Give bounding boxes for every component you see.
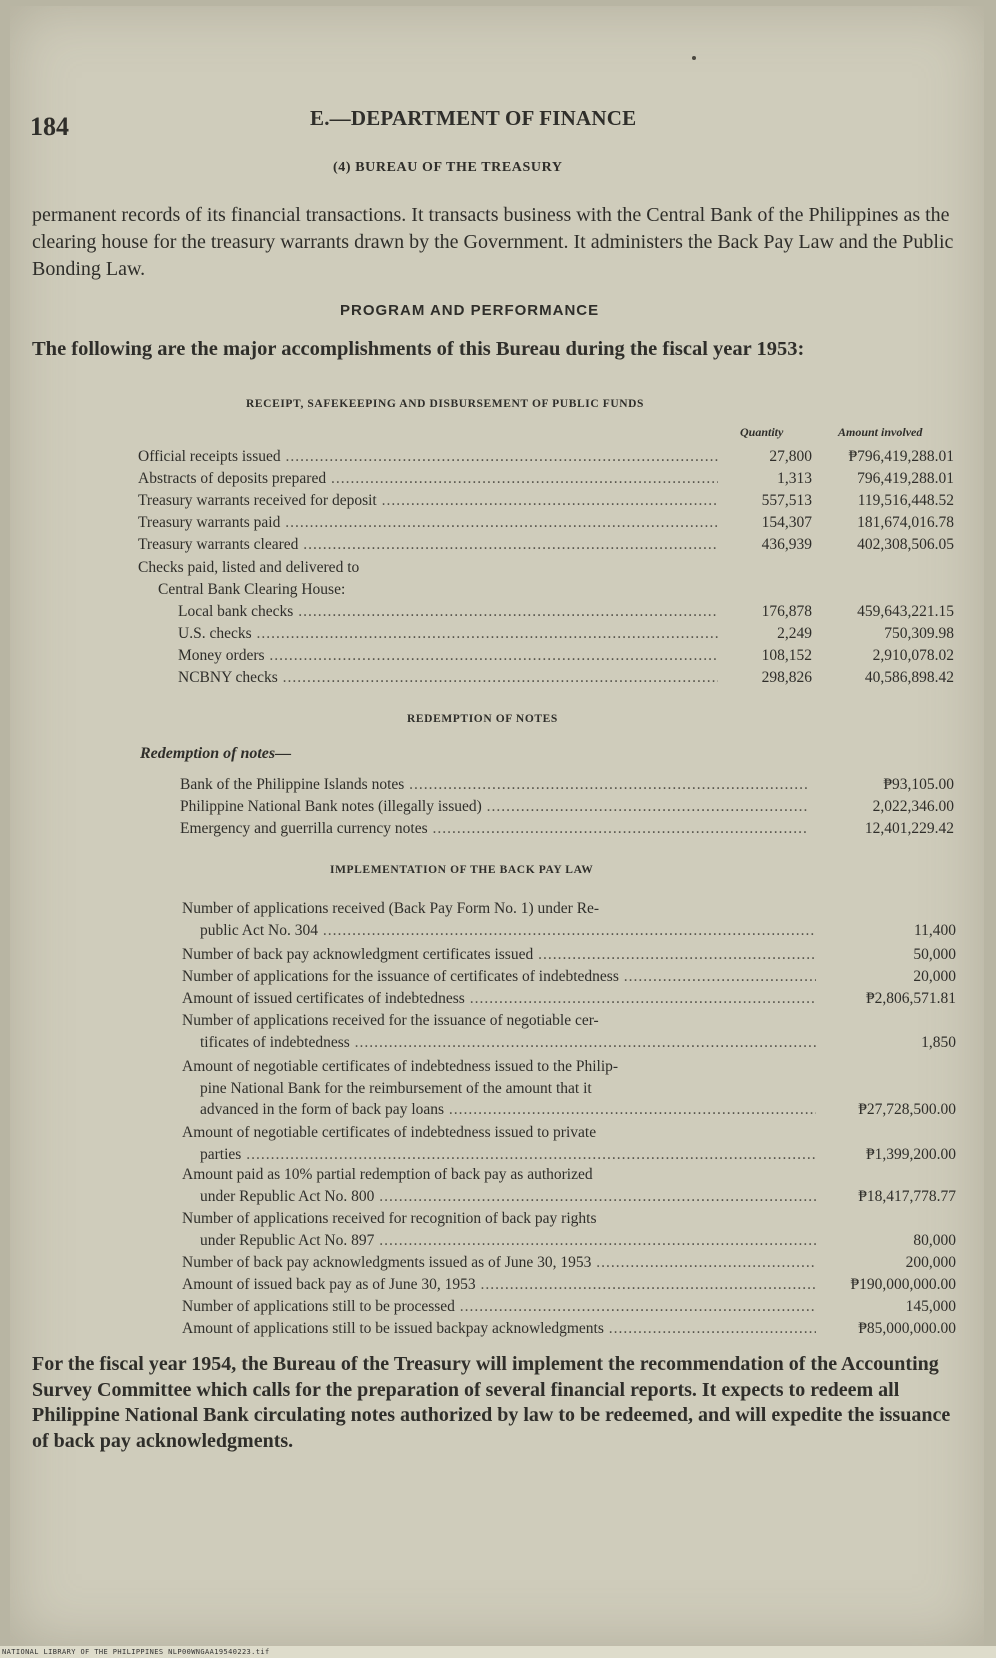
backpay-row-value: ₱2,806,571.81 [866,990,956,1007]
department-title: E.—DEPARTMENT OF FINANCE [310,106,637,130]
program-heading: PROGRAM AND PERFORMANCE [340,302,600,319]
receipt-row-quantity: 298,826 [761,669,812,686]
receipt-row-label: Treasury warrants cleared ..... [138,534,718,555]
redemption-row-amount: 12,401,229.42 [864,820,954,837]
backpay-row-text: Number of applications for the issuance of certificates of indebtedness ..... [182,966,816,987]
backpay-row-value: 145,000 [905,1298,956,1315]
receipt-row-amount: 796,419,288.01 [857,470,954,487]
receipt-row-amount: 2,910,078.02 [872,647,954,664]
receipt-row [0,468,996,489]
backpay-row-text: Number of applications received for recognition of back pay rights [182,1210,597,1227]
backpay-row-text: Number of back pay acknowledgments issued as of June 30, 1953 ..... [182,1252,816,1273]
receipt-row [0,446,996,467]
backpay-row-value: ₱85,000,000.00 [858,1320,956,1337]
receipt-row-amount: 459,643,221.15 [857,603,954,620]
receipt-row-label: Central Bank Clearing House: [158,581,346,598]
receipt-row-label: U.S. checks ..... [178,623,718,644]
redemption-row [0,774,996,795]
backpay-row-text: Number of applications still to be processed ..... [182,1296,816,1317]
col-amount-header: Amount involved [838,425,923,439]
receipt-row-quantity: 108,152 [761,647,812,664]
backpay-section-heading: IMPLEMENTATION OF THE BACK PAY LAW [330,864,594,876]
backpay-row-text: Amount of negotiable certificates of indebtedness issued to private [182,1124,597,1141]
receipt-row [0,557,996,578]
backpay-row-text: advanced in the form of back pay loans ..... [200,1099,816,1120]
backpay-row-value: ₱18,417,778.77 [858,1187,956,1205]
backpay-row-text: tificates of indebtedness ..... [200,1032,816,1053]
redemption-row [0,818,996,839]
receipt-row [0,645,996,666]
backpay-row-text: pine National Bank for the reimbursement of the amount that it [200,1079,592,1097]
col-quantity-header: Quantity [740,425,784,439]
backpay-row-text: Amount of applications still to be issued backpay acknowledgments ..... [182,1318,816,1339]
page-number: 184 [30,112,69,141]
receipt-row-amount: 119,516,448.52 [857,492,954,509]
backpay-row-text: Amount of issued certificates of indebtedness ..... [182,988,816,1009]
receipt-row [0,512,996,533]
archive-stamp: NATIONAL LIBRARY OF THE PHILIPPINES NLP00WNGAA19540223.tif [2,1648,270,1656]
receipt-row-amount: 40,586,898.42 [864,669,954,686]
backpay-row-text: Amount paid as 10% partial redemption of back pay as authorized [182,1166,593,1183]
receipt-row-label: Local bank checks ..... [178,601,718,622]
receipt-row-amount: ₱796,419,288.01 [848,448,954,465]
receipt-row-quantity: 436,939 [761,536,812,553]
receipt-row-label: Money orders ..... [178,645,718,666]
receipt-row-label: Treasury warrants paid ..... [138,512,718,533]
redemption-row-label: Bank of the Philippine Islands notes ..... [180,774,808,795]
redemption-row-label: Emergency and guerrilla currency notes ..... [180,818,808,839]
backpay-row-text: under Republic Act No. 897 ..... [200,1230,816,1251]
receipt-row-label: Abstracts of deposits prepared ..... [138,468,718,489]
backpay-row-value: 1,850 [921,1033,956,1051]
backpay-row-value: 11,400 [913,921,956,939]
receipt-row-quantity: 176,878 [761,603,812,620]
receipt-row-amount: 181,674,016.78 [857,514,954,531]
redemption-row-amount: 2,022,346.00 [872,798,954,815]
backpay-row-text: Number of applications received for the issuance of negotiable cer- [182,1012,599,1029]
backpay-row-text: parties ..... [200,1144,816,1165]
accomplishments-intro: The following are the major accomplishments of this Bureau during the fiscal year 1953: [32,338,805,360]
redemption-subheading: Redemption of notes— [140,745,292,762]
backpay-row-value: 200,000 [905,1254,956,1271]
backpay-row-text: Amount of issued back pay as of June 30, 1953 ..... [182,1274,816,1295]
receipt-row-amount: 402,308,506.05 [857,536,954,553]
receipt-row-label: Checks paid, listed and delivered to [138,559,360,576]
receipt-section-heading: RECEIPT, SAFEKEEPING AND DISBURSEMENT OF PUBLIC FUNDS [246,398,645,410]
redemption-row [0,796,996,817]
backpay-row-value: ₱27,728,500.00 [858,1101,956,1118]
redemption-section-heading: REDEMPTION OF NOTES [407,713,558,725]
redemption-row-label: Philippine National Bank notes (illegally issued) ..... [180,796,808,817]
receipt-row [0,667,996,688]
receipt-row-quantity: 2,249 [777,625,812,642]
backpay-row-text: Number of applications received (Back Pay Form No. 1) under Re- [182,900,600,917]
backpay-row-value: 80,000 [913,1231,956,1249]
backpay-row-text: Number of back pay acknowledgment certificates issued ..... [182,944,816,965]
receipt-row-amount: 750,309.98 [884,625,954,642]
receipt-row [0,579,996,600]
receipt-row [0,490,996,511]
backpay-row-value: ₱1,399,200.00 [866,1145,956,1163]
backpay-row-value: ₱190,000,000.00 [850,1276,956,1293]
receipt-row-quantity: 1,313 [777,470,812,487]
closing-paragraph: For the fiscal year 1954, the Bureau of the Treasury will implement the recommendation of the Accounting Survey Committee which calls for the preparation of several financial reports. It expects to redeem all Philippine National Bank circulating notes authorized by law to be redeemed, and will expedite the issuance of back pay acknowledgments. [32,1353,951,1452]
receipt-row-quantity: 557,513 [761,492,812,509]
receipt-row-quantity: 27,800 [769,448,812,465]
receipt-row [0,623,996,644]
backpay-row-text: public Act No. 304 ..... [200,920,816,941]
print-speck [692,56,696,60]
receipt-row-label: Treasury warrants received for deposit ..... [138,490,718,511]
archive-footer [0,1646,996,1658]
backpay-row-value: 50,000 [913,946,956,963]
receipt-row-label: Official receipts issued ..... [138,446,718,467]
receipt-row-quantity: 154,307 [761,514,812,531]
redemption-row-amount: ₱93,105.00 [883,776,954,793]
receipt-row [0,601,996,622]
receipt-row [0,534,996,555]
backpay-row-text: under Republic Act No. 800 ..... [200,1186,816,1207]
receipt-row-label: NCBNY checks ..... [178,667,718,688]
bureau-title: (4) BUREAU OF THE TREASURY [333,160,563,175]
backpay-row-value: 20,000 [913,968,956,985]
backpay-row-text: Amount of negotiable certificates of indebtedness issued to the Philip- [182,1058,619,1075]
intro-paragraph: permanent records of its financial transactions. It transacts business with the Central Bank of the Philippines as the clearing house for the treasury warrants drawn by the Government. It administers the Back Pay Law and the Public Bonding Law. [32,204,954,280]
